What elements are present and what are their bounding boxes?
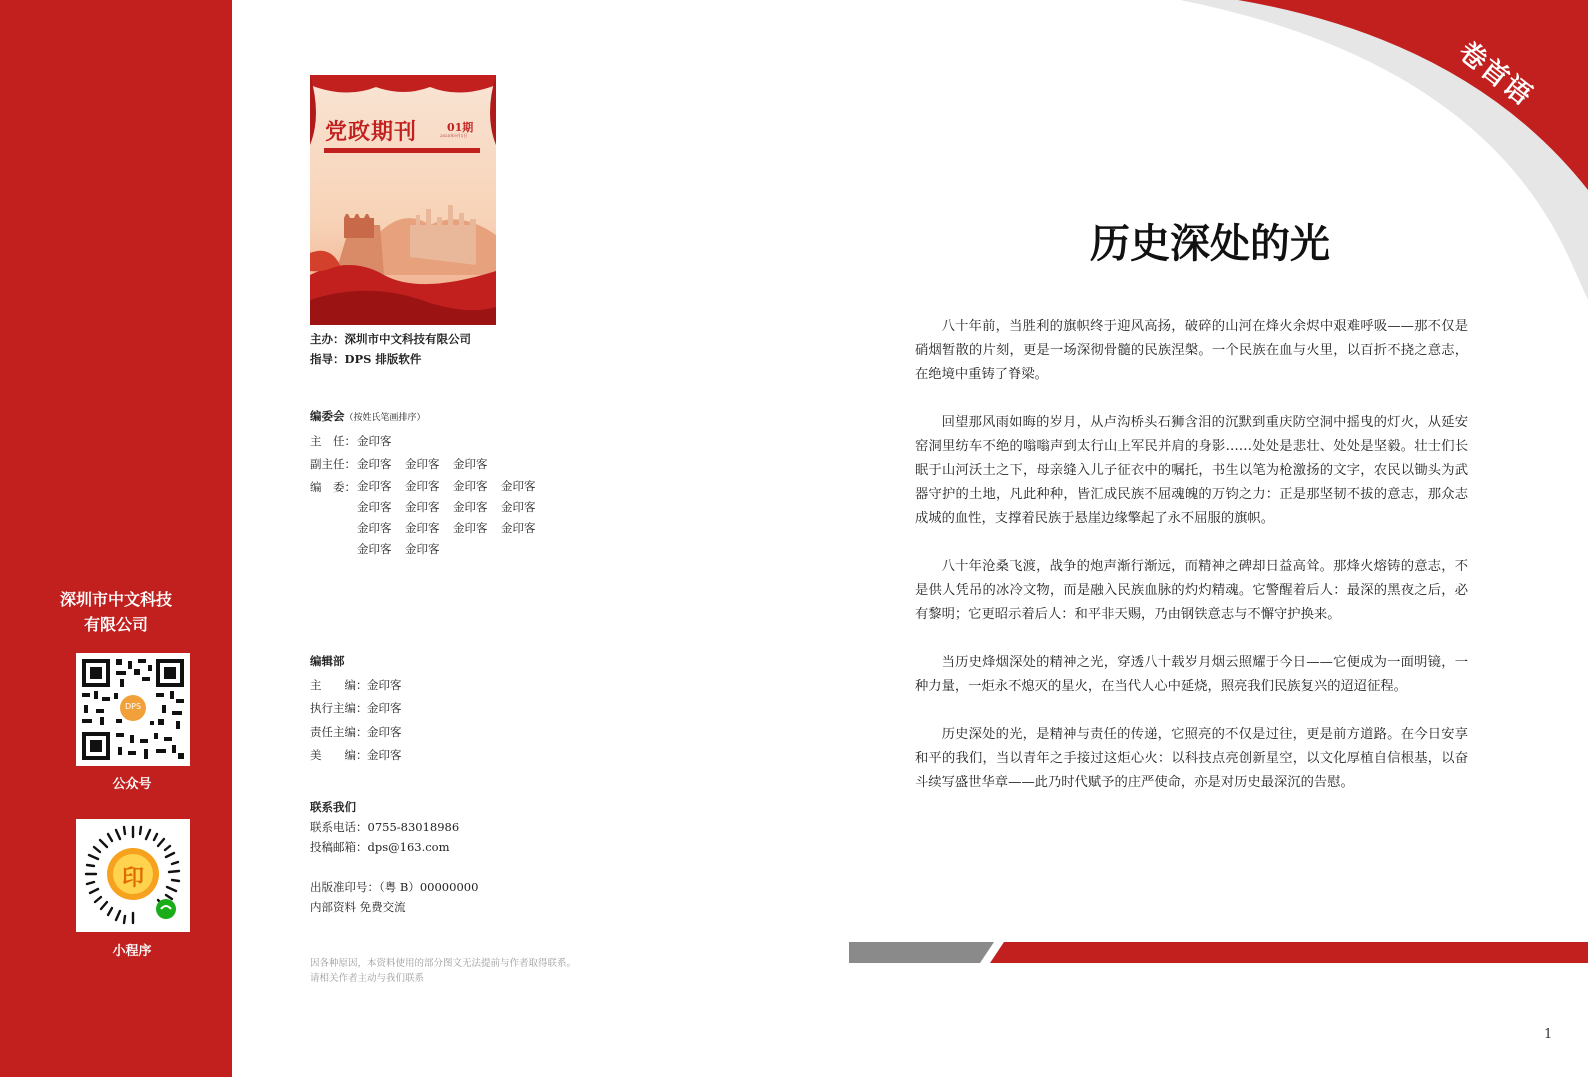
cover-title: 党政期刊 bbox=[325, 119, 418, 145]
mini-program-logo-badge: 印 bbox=[121, 866, 144, 891]
editorial-role: 主 编： bbox=[310, 677, 368, 692]
member-name: 金印客 bbox=[357, 500, 392, 514]
sponsor: 主办：深圳市中文科技有限公司 bbox=[310, 332, 471, 346]
article-body bbox=[915, 315, 1468, 819]
article-paragraph: 八十年前，当胜利的旗帜终于迎风高扬，破碎的山河在烽火余烬中艰难呼吸——那不仅是硝烟暂散的片刻，更是一场深彻骨髓的民族涅槃。一个民族在血与火里，以百折不挠之意志，在绝境中重铸了脊梁。 bbox=[915, 319, 1468, 382]
article-paragraph: 历史深处的光，是精神与责任的传递，它照亮的不仅是过往，更是前方道路。在今日安享和平的我们，当以青年之手接过这炬心火：以科技点亮创新星空，以文化厚植自信根基，以奋斗续写盛世华章——此乃时代赋予的庄严使命，亦是对历史最深沉的告慰。 bbox=[915, 727, 1468, 790]
member-name: 金印客 bbox=[357, 479, 392, 493]
editorial-role: 美 编： bbox=[310, 748, 368, 762]
article-paragraph: 回望那风雨如晦的岁月，从卢沟桥头石狮含泪的沉默到重庆防空洞中摇曳的灯火，从延安窑洞里纺车不绝的嗡嗡声到太行山上军民并肩的身影……处处是悲壮、处处是坚毅。壮士们长眠于山河沃土之下，母亲缝入儿子征衣中的嘱托，书生以笔为枪激扬的文字，农民以锄头为武器守护的土地，凡此种种，皆汇成民族不屈魂魄的万钧之力：正是那坚韧不拔的意志，那众志成城的血性，支撑着民族于悬崖边缘擎起了永不屈服的旗帜。 bbox=[915, 415, 1468, 526]
deputy-name: 金印客 bbox=[453, 457, 488, 471]
member-name: 金印客 bbox=[501, 479, 536, 493]
editorial-heading: 编辑部 bbox=[310, 654, 345, 668]
article-title: 历史深处的光 bbox=[1090, 221, 1330, 267]
deputy-name: 金印客 bbox=[357, 457, 392, 471]
wechat-official-caption: 公众号 bbox=[112, 777, 152, 792]
cover-date: 2025年9月1日 bbox=[440, 133, 468, 138]
contact-heading: 联系我们 bbox=[310, 800, 356, 814]
editorial-name: 金印客 bbox=[367, 701, 402, 715]
article-paragraph: 八十年沧桑飞渡，战争的炮声渐行渐远，而精神之碑却日益高耸。那烽火熔铸的意志，不是供人凭吊的冰冷文物，而是融入民族血脉的灼灼精魂。它警醒着后人：最深的黑夜之后，必有黎明；它更昭示着后人：和平非天赐，乃由钢铁意志与不懈守护换来。 bbox=[915, 559, 1468, 622]
director-label: 主 任： bbox=[310, 434, 356, 448]
member-name: 金印客 bbox=[357, 542, 392, 556]
company-name-line2: 有限公司 bbox=[83, 615, 148, 634]
member-name: 金印客 bbox=[357, 521, 392, 535]
editorial-name: 金印客 bbox=[367, 677, 402, 692]
publication-internal: 内部资料 免费交流 bbox=[310, 900, 406, 914]
member-name: 金印客 bbox=[453, 521, 488, 535]
committee-title: 编委会 bbox=[310, 409, 345, 423]
guidance: 指导：DPS 排版软件 bbox=[310, 352, 422, 366]
member-label: 编 委： bbox=[310, 480, 356, 494]
company-name-line1: 深圳市中文科技 bbox=[59, 590, 172, 609]
member-name: 金印客 bbox=[501, 521, 536, 535]
member-name: 金印客 bbox=[405, 500, 440, 514]
contact-email: 投稿邮箱：dps@163.com bbox=[310, 840, 450, 854]
publication-permit: 出版准印号：（粤 B）00000000 bbox=[310, 880, 479, 894]
notice-line1: 因各种原因，本资料使用的部分图文无法提前与作者取得联系。 bbox=[310, 958, 577, 969]
editorial-role: 执行主编： bbox=[310, 701, 368, 715]
cover-issue: 01期 bbox=[447, 121, 474, 134]
director-name: 金印客 bbox=[357, 434, 392, 448]
article-paragraph: 当历史烽烟深处的精神之光，穿透八十载岁月烟云照耀于今日——它便成为一面明镜，一种力量，一炬永不熄灭的星火，在当代人心中延烧，照亮我们民族复兴的迢迢征程。 bbox=[915, 655, 1468, 694]
member-name: 金印客 bbox=[453, 479, 488, 493]
member-name: 金印客 bbox=[501, 500, 536, 514]
committee-note: （按姓氏笔画排序） bbox=[344, 413, 426, 423]
member-name: 金印客 bbox=[405, 521, 440, 535]
contact-phone: 联系电话：0755-83018986 bbox=[310, 820, 460, 834]
editorial-name: 金印客 bbox=[367, 748, 402, 762]
notice-line2: 请相关作者主动与我们联系 bbox=[310, 973, 425, 984]
member-name: 金印客 bbox=[405, 542, 440, 556]
mini-program-caption: 小程序 bbox=[112, 944, 152, 959]
editorial-name: 金印客 bbox=[367, 724, 402, 739]
deputy-name: 金印客 bbox=[405, 457, 440, 471]
member-name: 金印客 bbox=[405, 479, 440, 493]
deputy-label: 副主任： bbox=[310, 457, 356, 471]
qr-logo-badge: DPS bbox=[124, 702, 142, 711]
member-name: 金印客 bbox=[453, 500, 488, 514]
corner-label: 卷首语 bbox=[1452, 35, 1538, 112]
page-number: 1 bbox=[1544, 1027, 1553, 1042]
editorial-role: 责任主编： bbox=[310, 724, 368, 739]
